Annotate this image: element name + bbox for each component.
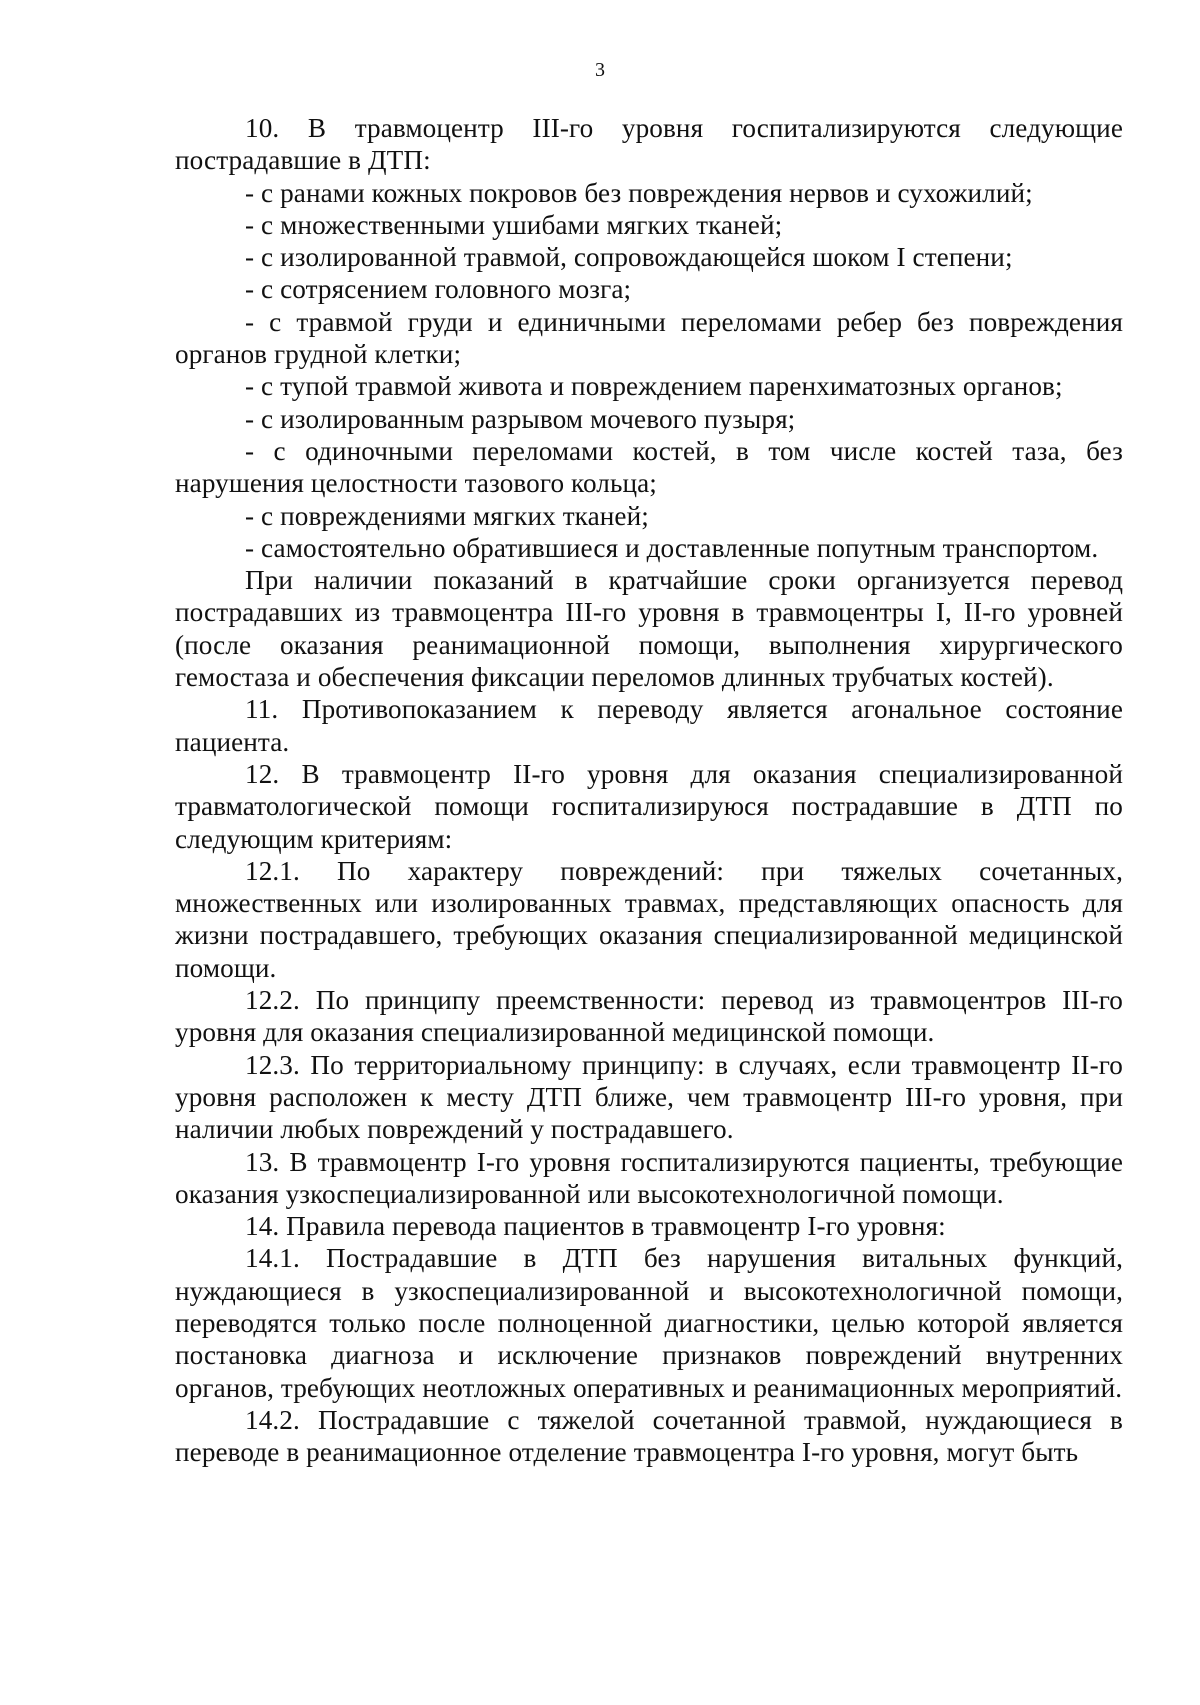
paragraph-12-1: 12.1. По характеру повреждений: при тяжелых сочетанных, множественных или изолированных травмах, представляющих опасность для жизни пострадавшего, требующих оказания специализированной медицинской помощи. bbox=[175, 855, 1123, 983]
list-item: - с травмой груди и единичными переломами ребер без повреждения органов грудной клетки; bbox=[175, 306, 1123, 370]
paragraph-14-2: 14.2. Пострадавшие с тяжелой сочетанной травмой, нуждающиеся в переводе в реанимационное отделение травмоцентра I-го уровня, могут быть bbox=[175, 1404, 1123, 1468]
paragraph-12-2: 12.2. По принципу преемственности: перевод из травмоцентров III-го уровня для оказания специализированной медицинской помощи. bbox=[175, 985, 1123, 1048]
list-item: - с ранами кожных покровов без повреждения нервов и сухожилий; bbox=[245, 177, 1033, 208]
paragraph-12-3: 12.3. По территориальному принципу: в случаях, если травмоцентр II-го уровня расположен к месту ДТП ближе, чем травмоцентр III-го уровня, при наличии любых повреждений у пострадавшего. bbox=[175, 1049, 1123, 1145]
paragraph-10: 10. В травмоцентр III-го уровня госпитализируются следующие пострадавшие в ДТП: bbox=[175, 113, 1123, 176]
list-item: - с сотрясением головного мозга; bbox=[245, 274, 632, 305]
paragraph-14-1: 14.1. Пострадавшие в ДТП без нарушения витальных функций, нуждающиеся в узкоспециализированной и высокотехнологичной помощи, переводятся только после полноценной диагностики, целью которой является постановка диагноза и исключение признаков повреждений внутренних органов, требующих неотложных оперативных и реанимационных мероприятий. bbox=[175, 1243, 1123, 1403]
list-item: - с повреждениями мягких тканей; bbox=[245, 500, 649, 531]
list-item: - с изолированной травмой, сопровождающейся шоком I степени; bbox=[245, 242, 1013, 273]
list-item: - с множественными ушибами мягких тканей; bbox=[245, 209, 783, 240]
paragraph-13: 13. В травмоцентр I-го уровня госпитализируются пациенты, требующие оказания узкоспециализированной или высокотехнологичной помощи. bbox=[175, 1146, 1123, 1209]
paragraph-11: 11. Противопоказанием к переводу является агональное состояние пациента. bbox=[175, 694, 1123, 757]
list-item: - с тупой травмой живота и повреждением паренхиматозных органов; bbox=[245, 371, 1063, 402]
transfer-paragraph: При наличии показаний в кратчайшие сроки организуется перевод пострадавших из травмоцентра III-го уровня в травмоцентры I, II-го уровней (после оказания реанимационной помощи, выполнения хирургического гемостаза и обеспечения фиксации переломов длинных трубчатых костей). bbox=[175, 565, 1123, 693]
page-number: 3 bbox=[595, 59, 605, 81]
paragraph-12: 12. В травмоцентр II-го уровня для оказания специализированной травматологической помощи госпитализируюся пострадавшие в ДТП по следующим критериям: bbox=[175, 758, 1123, 854]
list-item: - с одиночными переломами костей, в том числе костей таза, без нарушения целостности тазового кольца; bbox=[175, 435, 1123, 499]
document-body bbox=[175, 112, 1123, 1468]
list-item: - с изолированным разрывом мочевого пузыря; bbox=[245, 403, 796, 434]
list-item: - самостоятельно обратившиеся и доставленные попутным транспортом. bbox=[245, 532, 1099, 563]
paragraph-14: 14. Правила перевода пациентов в травмоцентр I-го уровня: bbox=[245, 1211, 946, 1242]
